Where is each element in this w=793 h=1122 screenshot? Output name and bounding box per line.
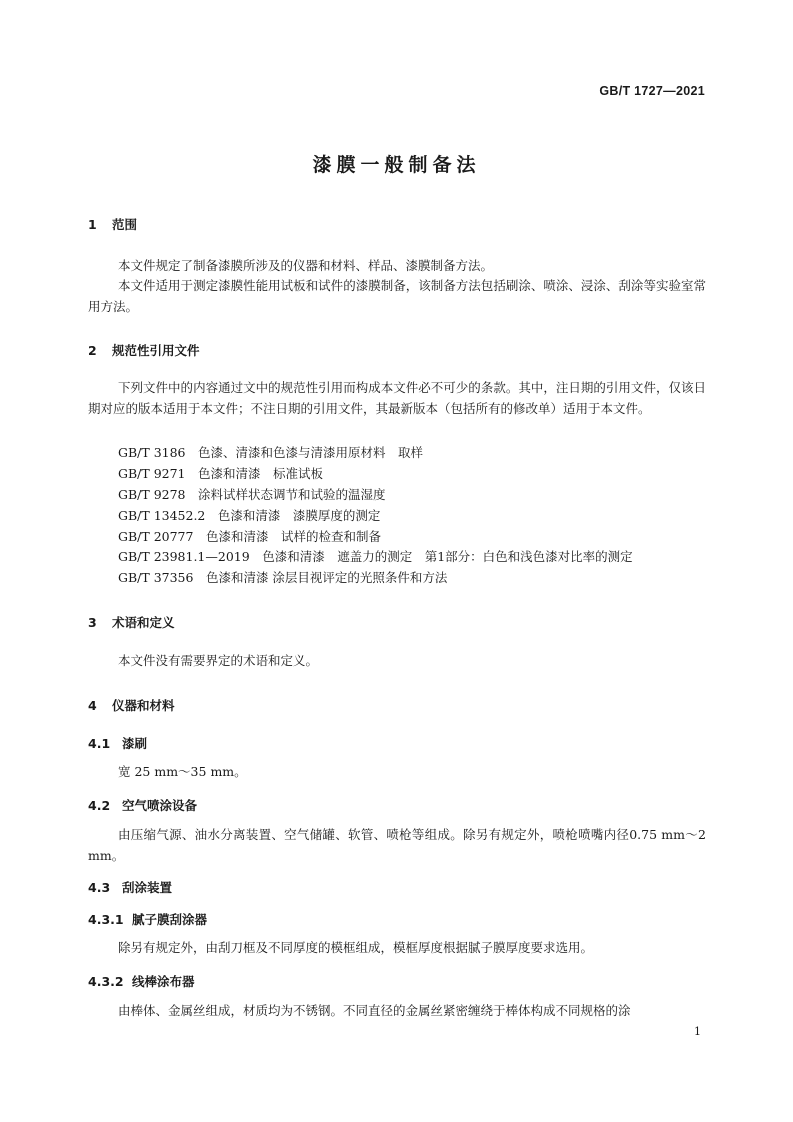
section-3-para-1: 本文件没有需要界定的术语和定义。 (118, 653, 319, 668)
section-number: 4.3 (88, 880, 111, 895)
section-1-heading (88, 215, 137, 233)
section-4-3-1-para: 除另有规定外，由刮刀框及不同厚度的模框组成，模框厚度根据腻子膜厚度要求选用。 (118, 940, 594, 955)
section-title: 漆刷 (122, 736, 148, 751)
section-4-3-heading (88, 878, 172, 896)
reference-item: GB/T 9271 色漆和清漆 标准试板 (118, 466, 324, 481)
section-4-1-heading (88, 734, 147, 752)
section-4-3-2-para: 由棒体、金属丝组成，材质均为不锈钢。不同直径的金属丝紧密缠绕于棒体构成不同规格的涂 (118, 1003, 631, 1018)
section-number: 4.2 (88, 798, 111, 813)
section-1-para-1: 本文件规定了制备漆膜所涉及的仪器和材料、样品、漆膜制备方法。 (118, 258, 494, 273)
section-number: 1 (88, 217, 97, 232)
section-3-heading (88, 613, 175, 631)
section-4-2-para: 由压缩气源、油水分离装置、空气储罐、软管、喷枪等组成。除另有规定外，喷枪喷嘴内径0.75 mm～2 mm。 (88, 827, 706, 863)
section-title: 术语和定义 (112, 615, 175, 630)
reference-item: GB/T 37356 色漆和清漆 涂层目视评定的光照条件和方法 (118, 570, 448, 585)
section-4-3-2-heading (88, 972, 195, 990)
section-4-3-1-heading (88, 910, 207, 928)
section-number: 4.3.1 (88, 912, 124, 927)
section-number: 3 (88, 615, 97, 630)
section-4-1-para: 宽 25 mm～35 mm。 (118, 764, 247, 779)
reference-item: GB/T 23981.1—2019 色漆和清漆 遮盖力的测定 第1部分：白色和浅色漆对比率的测定 (118, 549, 633, 564)
section-title: 腻子膜刮涂器 (132, 912, 208, 927)
section-title: 刮涂装置 (122, 880, 173, 895)
section-4-2-heading (88, 796, 197, 814)
section-title: 规范性引用文件 (112, 343, 200, 358)
section-number: 4.1 (88, 736, 111, 751)
section-2-para-1: 下列文件中的内容通过文中的规范性引用而构成本文件必不可少的条款。其中，注日期的引用文件，仅该日期对应的版本适用于本文件；不注日期的引用文件，其最新版本（包括所有的修改单）适用于本文件。 (88, 380, 706, 416)
page-number: 1 (694, 1025, 701, 1038)
section-number: 2 (88, 343, 97, 358)
section-title: 空气喷涂设备 (122, 798, 198, 813)
section-title: 仪器和材料 (112, 698, 175, 713)
section-4-heading (88, 696, 175, 714)
reference-item: GB/T 13452.2 色漆和清漆 漆膜厚度的测定 (118, 508, 381, 523)
section-number: 4.3.2 (88, 974, 124, 989)
document-title: 漆膜一般制备法 (312, 154, 481, 176)
section-title: 线棒涂布器 (132, 974, 195, 989)
section-1-para-2: 本文件适用于测定漆膜性能用试板和试件的漆膜制备，该制备方法包括刷涂、喷涂、浸涂、刮涂等实验室常用方法。 (88, 278, 706, 314)
standard-code: GB/T 1727—2021 (599, 84, 705, 98)
section-number: 4 (88, 698, 97, 713)
reference-item: GB/T 20777 色漆和清漆 试样的检查和制备 (118, 529, 381, 544)
section-title: 范围 (112, 217, 138, 232)
reference-item: GB/T 3186 色漆、清漆和色漆与清漆用原材料 取样 (118, 445, 424, 460)
reference-item: GB/T 9278 涂料试样状态调节和试验的温湿度 (118, 487, 386, 502)
section-2-heading (88, 341, 200, 359)
